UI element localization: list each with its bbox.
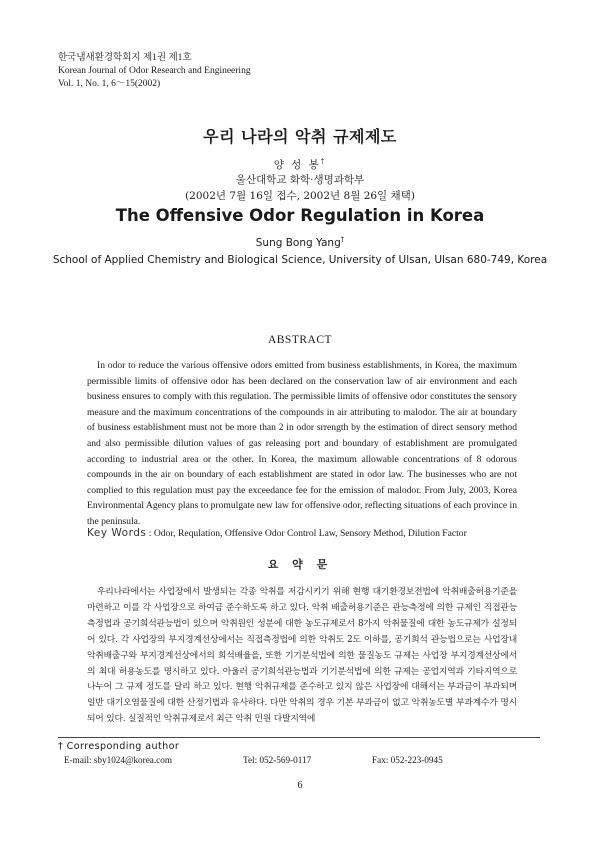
keywords-text: Odor, Requlation, Offensive Odor Control Law, Sensory Method, Dilution Factor [153, 528, 467, 539]
affiliation-english: School of Applied Chemistry and Biological Science, University of Ulsan, Ulsan 680-749, Korea [52, 254, 548, 266]
summary-body: 우리나라에서는 사업장에서 발생되는 각종 악취를 저감시키기 위해 현행 대기환경보전법에 악취배출허용기준을 마련하고 이를 각 사업장으로 하여금 준수하도록 하고 있다. 악취 배출허용기준은 관능측정에 의한 규제인 직접관능측정법과 공기희석관능법이 있으며 악취원인 성분에 대한 농도규제로서 8가지 악취물질에 대한 농도규제가 설정되어 있다. 각 사업장의 부지경계선상에서는 직접측정법에 의한 악취도 2도 이하를, 공기희석 관능법으로는 사업장내 악취배출구와 부지경계선상에서의 희석배율을, 또한 기기분석법에 의한 물질농도 규제는 사업장 부지경계선상에서의 최대 허용농도를 명시하고 있다. 아울러 공기희석관능법과 기기분석법에 의한 규제는 공업지역과 기타지역으로 나누어 그 규제 정도를 달리 하고 있다. 현행 악취규제를 준수하고 있지 않은 사업장에 대해서는 부과금이 부과되며 일반 대기오염물질에 대한 산정기법과 유사하다. 다만 악취의 경우 기본 부과금이 없고 악취농도별 부과계수가 명시되어 있다. 실질적인 악취규제로서 최근 악취 민원 다발지역에 [87, 587, 517, 725]
author-korean [0, 157, 600, 172]
keywords-label: Key Words [87, 527, 147, 539]
author-english-name: Sung Bong Yang [255, 237, 341, 249]
page-number: 6 [297, 780, 303, 791]
contact-fax: Fax: 052-223-0945 [372, 755, 443, 765]
title-english: The Offensive Odor Regulation in Korea [115, 206, 485, 225]
keywords [87, 527, 467, 539]
author-korean-name: 양 성 봉 [273, 159, 321, 171]
contact-email: E-mail: sby1024@korea.com [64, 755, 172, 765]
author-english [0, 237, 600, 249]
journal-name-en: Korean Journal of Odor Research and Engineering [58, 66, 251, 76]
journal-volume: Vol. 1, No. 1, 6～15(2002) [58, 79, 161, 89]
summary-heading: 요 약 문 [267, 558, 333, 571]
contact-info [58, 755, 540, 769]
corresponding-author-note: † Corresponding author [58, 741, 180, 752]
corresponding-mark: † [320, 157, 327, 166]
abstract-heading: ABSTRACT [267, 334, 333, 346]
journal-header [58, 52, 251, 91]
title-korean: 우리 나라의 악취 규제제도 [203, 127, 397, 146]
abstract-body: In odor to reduce the various offensive odors emitted from business establishments, in Korea, the maximum permissible limits of offensive odor has been declared on the conservation law of air environment and each business ensures to comply with this regulation. The permissible limits of offensive odor constitutes the sensory measure and the maximum concentrations of the compounds in air attributing to malodor. The air at boundary of business establishment must not be more than 2 in odor srrength by the estimation of direct sensory method and also permissible dilution values of gas releasing port and boundary of establishment are promulgated according to industrial area or the other. In Korea, the maximum allowable concentrations of 8 odorous compounds in the air on boundary of each establishment are stated in odor law. The businesses who are not complied to this regulation must pay the exceedance fee for the emission of malodor. From July, 2003, Korea Environmental Agency plans to promulgate new law for offensive odor, reflecting situations of each province in the peninsula. [87, 360, 517, 527]
corresponding-mark-en: † [340, 235, 345, 244]
affiliation-korean: 울산대학교 화학·생명과학부 [235, 174, 365, 186]
footnote-divider [58, 737, 540, 738]
contact-tel: Tel: 052-569-0117 [243, 755, 312, 765]
keywords-separator: : [146, 528, 154, 539]
journal-name-ko: 한국냄새환경학회지 제1권 제1호 [58, 53, 192, 63]
received-accepted-dates: (2002년 7월 16일 접수, 2002년 8월 26일 채택) [185, 190, 415, 202]
